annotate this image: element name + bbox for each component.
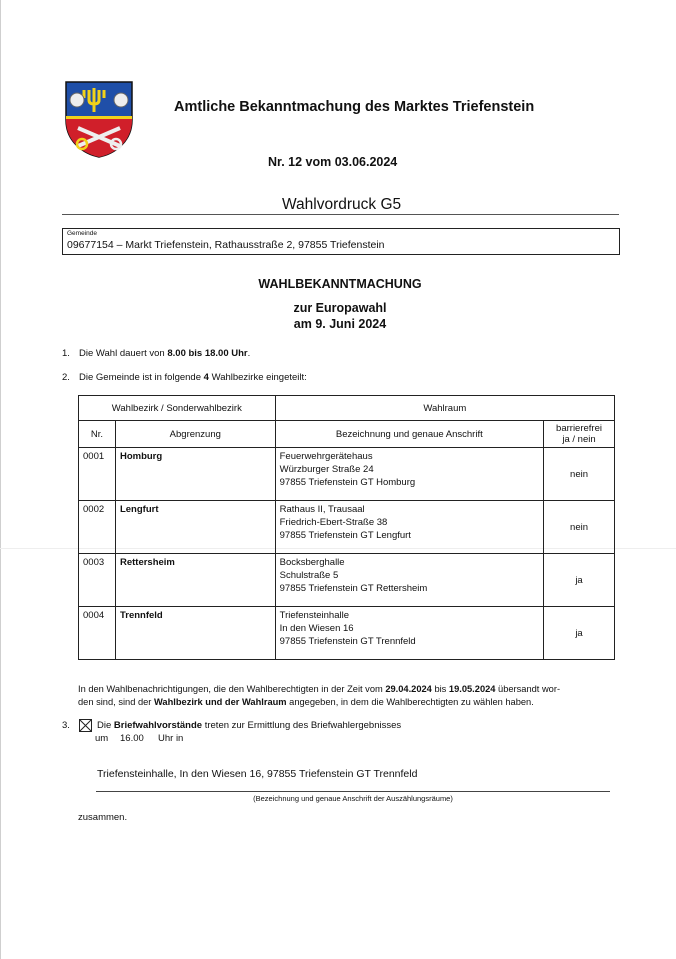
- address-line: In den Wiesen 16: [279, 623, 354, 634]
- table-row: [79, 448, 615, 501]
- row-nr: 0001: [79, 448, 116, 501]
- notice-subtitle-date: am 9. Juni 2024: [293, 317, 387, 331]
- item-2-pre: Die Gemeinde ist in folgende: [79, 372, 204, 383]
- checkbox-checked[interactable]: [79, 719, 92, 732]
- col-nr: Nr.: [79, 421, 116, 448]
- col-abgrenzung: Abgrenzung: [115, 421, 275, 448]
- row-barrierefrei: ja: [544, 607, 615, 660]
- item-1-time: 8.00 bis 18.00 Uhr: [167, 348, 248, 359]
- counting-location: Triefensteinhalle, In den Wiesen 16, 97855 Triefenstein GT Trennfeld: [97, 768, 418, 780]
- row-address: [275, 501, 543, 554]
- address-line: Schulstraße 5: [279, 570, 339, 581]
- address-line: Rathaus II, Trausaal: [279, 504, 365, 515]
- item-2-text: [79, 372, 307, 383]
- wahlbezirke-table: [78, 395, 615, 660]
- item-2-post: Wahlbezirke eingeteilt:: [208, 372, 307, 383]
- para-date-start: 29.04.2024: [385, 684, 432, 694]
- address-line: Triefensteinhalle: [279, 610, 349, 621]
- gemeinde-value: 09677154 – Markt Triefenstein, Rathausstraße 2, 97855 Triefenstein: [67, 239, 385, 251]
- table-column-header: [79, 421, 615, 448]
- para-text: angegeben, in dem die Wahlberechtigten zu wählen haben.: [286, 697, 534, 707]
- divider: [62, 214, 619, 215]
- row-name: Homburg: [115, 448, 275, 501]
- header-wahlraum: Wahlraum: [275, 396, 614, 421]
- address-line: 97855 Triefenstein GT Rettersheim: [279, 583, 428, 594]
- gemeinde-box: [62, 228, 620, 255]
- notification-paragraph: [78, 683, 618, 709]
- counting-location-caption: (Bezeichnung und genaue Anschrift der Auszählungsräume): [253, 794, 453, 803]
- row-address: [275, 554, 543, 607]
- address-line: Feuerwehrgerätehaus: [279, 451, 373, 462]
- col-barrierefrei: [544, 421, 615, 448]
- para-text: bis: [431, 684, 449, 694]
- notice-title: WAHLBEKANNTMACHUNG: [258, 277, 422, 291]
- item-3-bold: Briefwahlvorstände: [113, 720, 203, 731]
- cross-icon: [80, 720, 91, 731]
- row-barrierefrei: nein: [544, 448, 615, 501]
- col-barrierefrei-1: barrierefrei: [556, 423, 602, 434]
- row-address: [275, 448, 543, 501]
- row-nr: 0004: [79, 607, 116, 660]
- row-name: Lengfurt: [115, 501, 275, 554]
- page-edge: [0, 0, 1, 959]
- row-name: Rettersheim: [115, 554, 275, 607]
- item-1-post: .: [247, 348, 251, 359]
- item-2-number: 2.: [62, 372, 70, 383]
- item-3-pre: Die: [97, 720, 114, 731]
- table-row: [79, 554, 615, 607]
- col-address: Bezeichnung und genaue Anschrift: [275, 421, 543, 448]
- notice-subtitle-election: zur Europawahl: [293, 301, 387, 315]
- divider: [96, 791, 610, 792]
- item-3-number: 3.: [62, 720, 70, 731]
- address-line: Bocksberghalle: [279, 557, 345, 568]
- form-name: Wahlvordruck G5: [282, 196, 402, 213]
- para-bold: Wahlbezirk und der Wahlraum: [153, 697, 287, 707]
- para-date-end: 19.05.2024: [448, 684, 496, 694]
- para-text: In den Wahlbenachrichtigungen, die den Wahlberechtigten in der Zeit vom: [78, 684, 386, 694]
- page-title: Amtliche Bekanntmachung des Marktes Triefenstein: [174, 99, 535, 115]
- address-line: 97855 Triefenstein GT Lengfurt: [279, 530, 411, 541]
- gemeinde-label: Gemeinde: [67, 230, 97, 237]
- item-3-um: um: [95, 733, 109, 744]
- item-3-uhr: Uhr in: [158, 733, 184, 744]
- row-barrierefrei: ja: [544, 554, 615, 607]
- item-3-time: 16.00: [120, 733, 144, 744]
- para-text: übersandt wor-: [495, 684, 561, 694]
- item-2-count: 4: [203, 372, 209, 383]
- para-text: den sind, sind der: [78, 697, 154, 707]
- item-3-text: [97, 720, 401, 731]
- address-line: 97855 Triefenstein GT Homburg: [279, 477, 416, 488]
- row-name: Trennfeld: [115, 607, 275, 660]
- table-group-header: [79, 396, 615, 421]
- row-nr: 0003: [79, 554, 116, 607]
- header-wahlbezirk: Wahlbezirk / Sonderwahlbezirk: [79, 396, 276, 421]
- item-3-post: treten zur Ermittlung des Briefwahlergebnisses: [202, 720, 402, 731]
- table-row: [79, 501, 615, 554]
- closing-word: zusammen.: [78, 812, 128, 823]
- address-line: Würzburger Straße 24: [279, 464, 374, 475]
- item-1-number: 1.: [62, 348, 70, 359]
- municipal-crest-icon: [64, 80, 134, 158]
- issue-number: Nr. 12 vom 03.06.2024: [268, 155, 398, 169]
- row-address: [275, 607, 543, 660]
- row-nr: 0002: [79, 501, 116, 554]
- address-line: 97855 Triefenstein GT Trennfeld: [279, 636, 416, 647]
- table-row: [79, 607, 615, 660]
- address-line: Friedrich-Ebert-Straße 38: [279, 517, 388, 528]
- col-barrierefrei-2: ja / nein: [562, 434, 596, 445]
- item-1-text: [79, 348, 250, 359]
- item-1-pre: Die Wahl dauert von: [79, 348, 168, 359]
- row-barrierefrei: nein: [544, 501, 615, 554]
